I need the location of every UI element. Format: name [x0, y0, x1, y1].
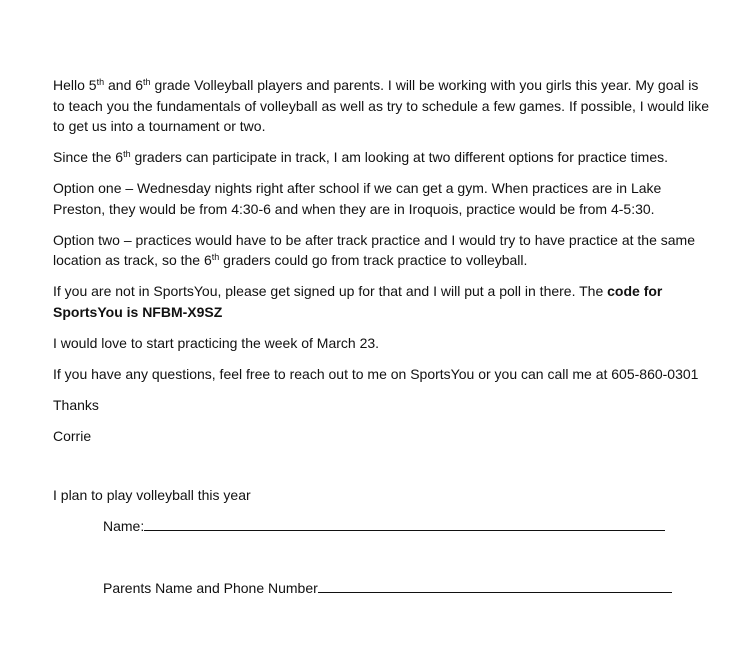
parents-field-row — [103, 578, 672, 598]
option-two-paragraph — [53, 230, 713, 271]
greeting-text-2: and 6 — [104, 77, 144, 93]
parents-name-phone-label: Parents Name and Phone Number — [103, 580, 318, 596]
option-one-paragraph: Option one – Wednesday nights right after school if we can get a gym. When practices are in Lake Preston, they would be from 4:30-6 and when they are in Iroquois, practice would be from 4-5:30. — [53, 180, 662, 217]
start-date-paragraph: I would love to start practicing the week of March 23. — [53, 334, 380, 351]
intent-statement: I plan to play volleyball this year — [53, 487, 251, 503]
parents-blank-line[interactable] — [318, 578, 672, 593]
sportsyou-text: If you are not in SportsYou, please get signed up for that and I will put a poll in there. The — [53, 283, 608, 299]
contact-paragraph: If you have any questions, feel free to reach out to me on SportsYou or you can call me at 605-860-0301 — [53, 365, 699, 382]
options-intro-text-1: Since the 6 — [53, 149, 124, 165]
greeting-text-1: Hello 5 — [53, 77, 97, 93]
options-intro-text-2: graders can participate in track, I am looking at two different options for practice times. — [130, 149, 669, 165]
thanks-line: Thanks — [53, 396, 99, 413]
name-blank-line[interactable] — [144, 516, 665, 531]
sportsyou-paragraph — [53, 281, 713, 322]
name-label: Name: — [103, 518, 145, 534]
superscript-th: th — [143, 77, 151, 87]
greeting-text-3: grade Volleyball players and parents. I will be working with you girls this year. My goal is to teach you the fundamentals of volleyball as well as try to schedule a few games. If possible, I would like to get us into a tournament or two. — [53, 77, 710, 134]
option-two-text-1: Option two – practices would have to be after track practice and I would try to have practice at the same location as track, so the 6 — [53, 231, 695, 268]
option-two-text-2: graders could go from track practice to volleyball. — [219, 252, 528, 268]
superscript-th: th — [96, 77, 105, 87]
letter-body — [53, 75, 713, 457]
superscript-th: th — [211, 252, 220, 262]
sportsyou-code: code for SportsYou is NFBM-X9SZ — [53, 283, 663, 320]
signature-name: Corrie — [53, 427, 92, 444]
greeting-paragraph — [53, 75, 713, 137]
superscript-th: th — [123, 149, 131, 159]
name-field-row — [103, 516, 665, 536]
options-intro-paragraph — [53, 147, 713, 168]
